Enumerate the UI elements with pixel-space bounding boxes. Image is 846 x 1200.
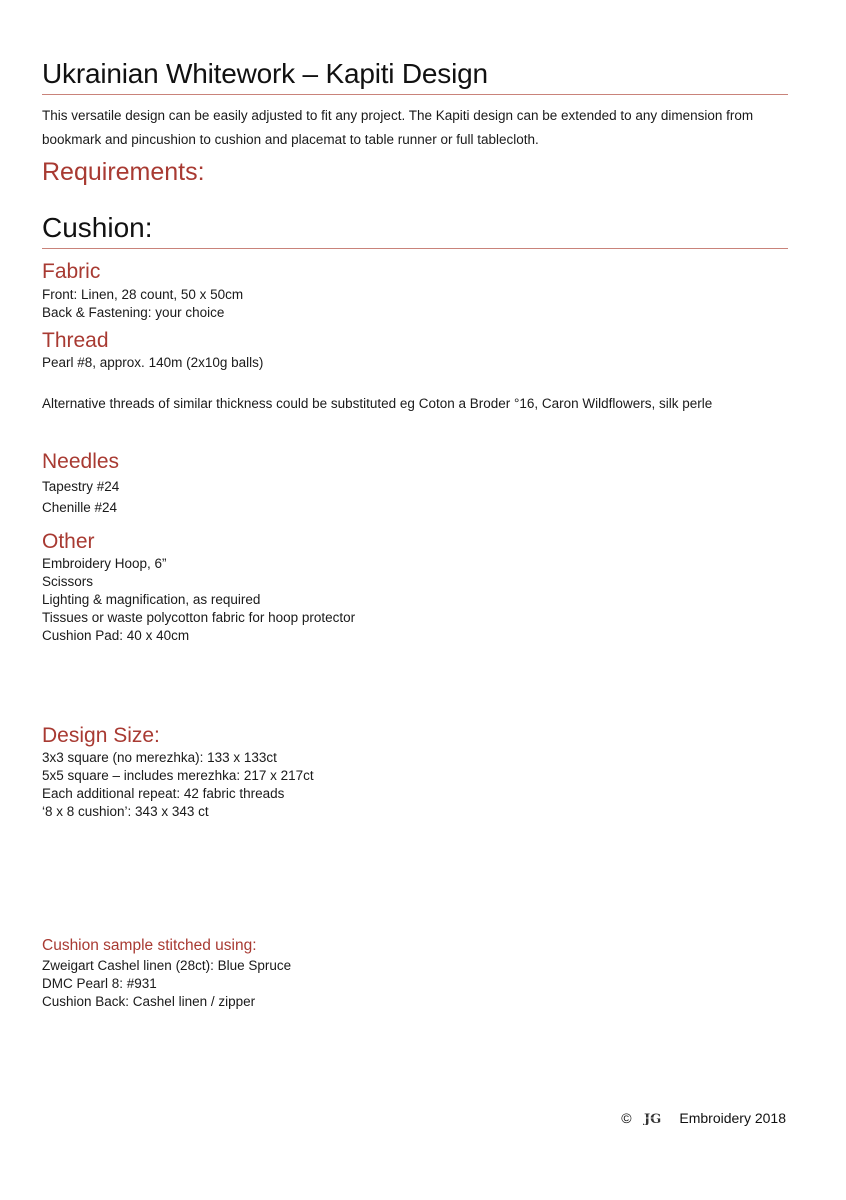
list-item: Tapestry #24 xyxy=(42,479,120,494)
title-divider xyxy=(42,94,788,95)
fabric-heading: Fabric xyxy=(42,260,101,283)
design-size-heading: Design Size: xyxy=(42,724,160,747)
list-item: Lighting & magnification, as required xyxy=(42,592,261,607)
thread-list xyxy=(42,354,263,372)
footer-copyright xyxy=(621,1110,786,1126)
cushion-heading: Cushion: xyxy=(42,212,153,243)
copyright-symbol: © xyxy=(621,1110,632,1126)
page-title: Ukrainian Whitework – Kapiti Design xyxy=(42,58,488,89)
alternative-threads-note: Alternative threads of similar thickness could be substituted eg Coton a Broder °16, Caron Wildflowers, silk perle xyxy=(42,396,713,411)
cushion-divider xyxy=(42,248,788,249)
needles-heading: Needles xyxy=(42,450,120,473)
other-heading: Other xyxy=(42,530,95,553)
design-size-list xyxy=(42,749,314,821)
intro-paragraph: This versatile design can be easily adjusted to fit any project. The Kapiti design can be extended to any dimension from bookmark and pincushion to cushion and placemat to table runner or full tablecloth. xyxy=(42,108,754,147)
list-item: Scissors xyxy=(42,574,94,589)
list-item: Embroidery Hoop, 6” xyxy=(42,556,167,571)
list-item: DMC Pearl 8: #931 xyxy=(42,976,157,991)
list-item: ‘8 x 8 cushion’: 343 x 343 ct xyxy=(42,804,209,819)
list-item: Front: Linen, 28 count, 50 x 50cm xyxy=(42,287,244,302)
sample-heading: Cushion sample stitched using: xyxy=(42,937,257,954)
needles-list xyxy=(42,476,119,518)
list-item: Cushion Pad: 40 x 40cm xyxy=(42,628,190,643)
list-item: Pearl #8, approx. 140m (2x10g balls) xyxy=(42,355,264,370)
logo-text: JG xyxy=(644,1112,662,1125)
list-item: Tissues or waste polycotton fabric for hoop protector xyxy=(42,610,356,625)
fabric-list xyxy=(42,286,243,322)
requirements-heading: Requirements: xyxy=(42,158,205,186)
jg-logo-icon xyxy=(643,1111,671,1125)
list-item: Cushion Back: Cashel linen / zipper xyxy=(42,994,256,1009)
list-item: Chenille #24 xyxy=(42,500,118,515)
thread-heading: Thread xyxy=(42,329,109,352)
other-list xyxy=(42,555,355,645)
list-item: Back & Fastening: your choice xyxy=(42,305,225,320)
list-item: Each additional repeat: 42 fabric threads xyxy=(42,786,285,801)
list-item: 5x5 square – includes merezhka: 217 x 217ct xyxy=(42,768,314,783)
list-item: 3x3 square (no merezhka): 133 x 133ct xyxy=(42,750,277,765)
footer-text: Embroidery 2018 xyxy=(679,1110,786,1126)
sample-list xyxy=(42,957,291,1011)
list-item: Zweigart Cashel linen (28ct): Blue Spruce xyxy=(42,958,292,973)
